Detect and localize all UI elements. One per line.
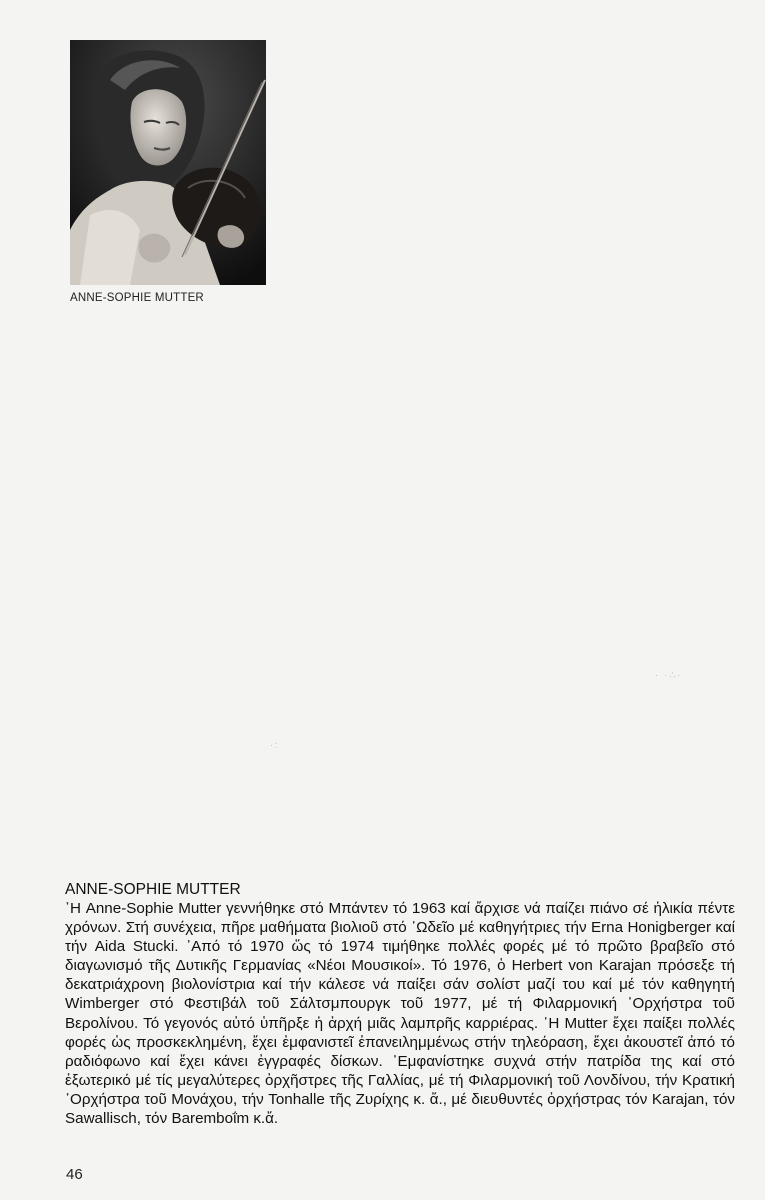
article [65, 880, 735, 1128]
photo-caption: ANNE-SOPHIE MUTTER [70, 292, 204, 304]
page-number: 46 [66, 1166, 83, 1183]
scan-speck: · ·∴· [655, 670, 683, 680]
article-body: ῾Η Anne-Sophie Mutter γεννήθηκε στό Μπάντεν τό 1963 καί ἄρχισε νά παίζει πιάνο σέ ἡλικία πέντε χρόνων. Στή συνέχεια, πῆρε μαθήματα βιολιοῦ στό ᾿Ωδεῖο μέ καθηγήτριες τήν Erna Honigberger καί τήν Aida Stucki. ᾿Από τό 1970 ὥς τό 1974 τιμήθηκε πολλές φορές μέ τό πρῶτο βραβεῖο στό διαγωνισμό τῆς Δυτικῆς Γερμανίας «Νέοι Μουσικοί». Τό 1976, ὁ Herbert von Karajan πρόσεξε τή δεκατριάχρονη βιολονίστρια καί τήν κάλεσε νά παίξει σάν σολίστ μαζί του καί μέ τόν καθηγητή Wimberger στό Φεστιβάλ τοῦ Σάλτσμπουργκ τοῦ 1977, μέ τή Φιλαρμονική ᾿Ορχήστρα τοῦ Βερολίνου. Τό γεγονός αὐτό ὑπῆρξε ἡ ἀρχή μιᾶς λαμπρῆς καρριέρας. ῾Η Mutter ἔχει παίξει πολλές φορές ὡς προσκεκλημένη, ἔχει ἐμφανιστεῖ ἐπανειλημμένως στήν τηλεόραση, ἔχει ἀκουστεῖ ἀπό τό ραδιόφωνο καί ἔχει κάνει ἐγγραφές δίσκων. ᾿Εμφανίστηκε συχνά στήν πατρίδα της καί στό ἐξωτερικό μέ τίς μεγαλύτερες ὀρχῆστρες τῆς Γαλλίας, μέ τή Φιλαρμονική τοῦ Λονδίνου, τήν Κρατική ᾿Ορχήστρα τοῦ Μονάχου, τήν Tonhalle τῆς Ζυρίχης κ. ἄ., μέ διευθυντές ὀρχήστρας τόν Karajan, τόν Sawallisch, τόν Barembοΐm κ.ἄ. [65, 900, 735, 1128]
article-heading: ANNE-SOPHIE MUTTER [65, 881, 241, 898]
portrait-photo [70, 40, 266, 285]
scan-speck: ·: [270, 740, 280, 750]
